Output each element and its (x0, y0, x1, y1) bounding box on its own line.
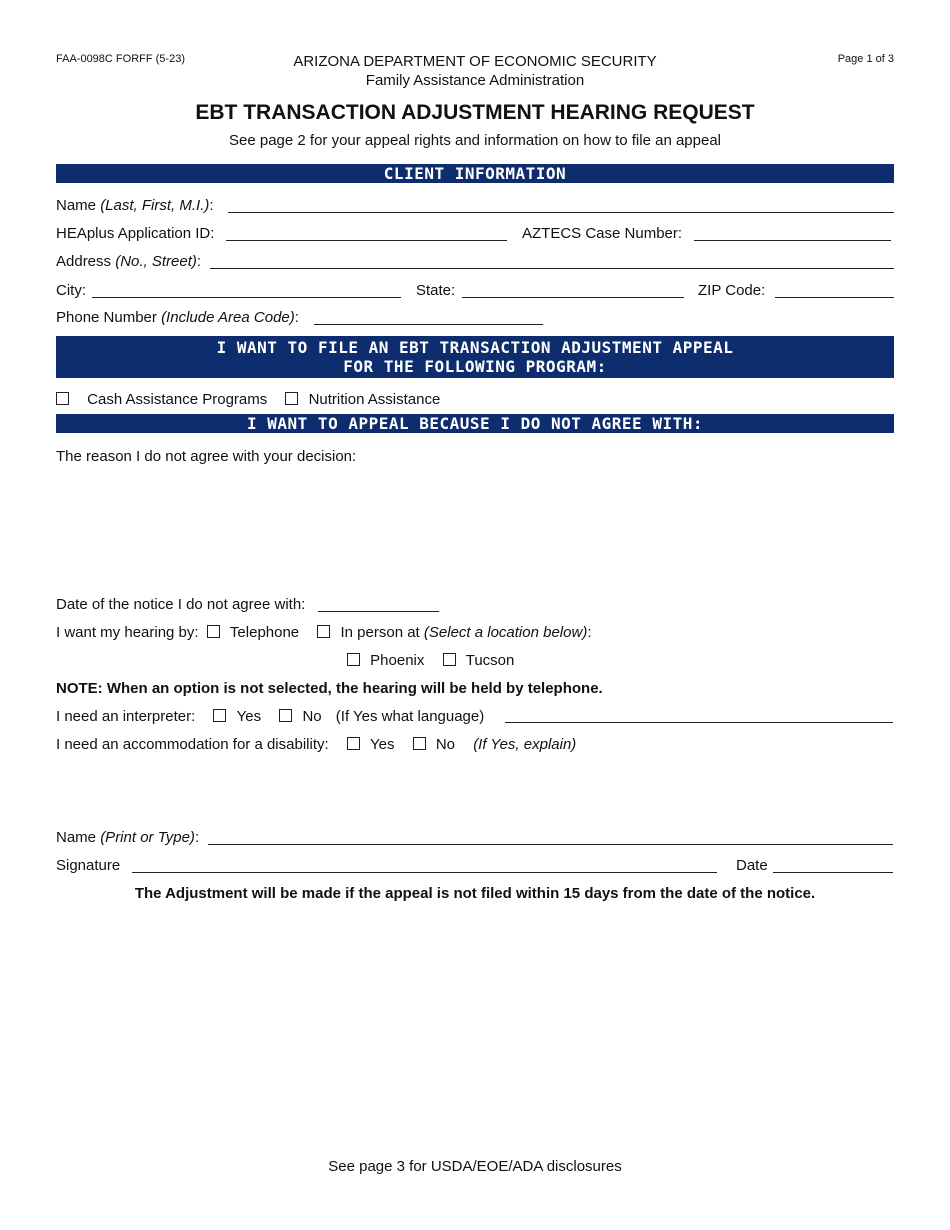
interpreter-label: I need an interpreter: (56, 708, 196, 725)
accommodation-label: I need an accommodation for a disability: (56, 736, 329, 753)
aztecs-case-label: AZTECS Case Number: (522, 225, 683, 242)
reason-field[interactable] (56, 472, 894, 582)
phone-label: Phone Number (Include Area Code): (56, 309, 299, 326)
client-name-label: Name (Last, First, M.I.): (56, 197, 214, 214)
state-label: State: (416, 282, 456, 299)
language-hint: (If Yes what language) (335, 708, 485, 725)
division-name: Family Assistance Administration (365, 72, 585, 89)
zip-field[interactable] (775, 297, 894, 298)
page-number: Page 1 of 3 (837, 53, 894, 65)
print-name-label: Name (Print or Type): (56, 829, 200, 846)
cash-assistance-checkbox[interactable] (56, 392, 69, 405)
address-field[interactable] (210, 268, 894, 269)
accommodation-yes-checkbox[interactable] (347, 737, 360, 750)
disclosures-footer: See page 3 for USDA/EOE/ADA disclosures (328, 1158, 622, 1175)
phoenix-checkbox[interactable] (347, 653, 360, 666)
print-name-field[interactable] (208, 844, 893, 845)
aztecs-case-field[interactable] (694, 240, 891, 241)
deadline-warning: The Adjustment will be made if the appeal is not filed within 15 days from the date of the notice. (134, 885, 816, 902)
explain-hint: (If Yes, explain) (473, 736, 577, 753)
interpreter-no-checkbox[interactable] (279, 709, 292, 722)
program-heading-line2: FOR THE FOLLOWING PROGRAM: (343, 357, 607, 376)
zip-label: ZIP Code: (698, 282, 766, 299)
interpreter-no-label: No (302, 708, 322, 725)
state-field[interactable] (462, 297, 684, 298)
tucson-label: Tucson (465, 652, 515, 669)
tucson-checkbox[interactable] (443, 653, 456, 666)
city-label: City: (56, 282, 86, 299)
cash-assistance-label: Cash Assistance Programs (87, 391, 268, 408)
form-code: FAA-0098C FORFF (5-23) (56, 53, 185, 65)
client-information-heading: CLIENT INFORMATION (56, 164, 894, 183)
date-field[interactable] (773, 872, 893, 873)
reason-label: The reason I do not agree with your decision: (56, 448, 357, 465)
telephone-label: Telephone (229, 624, 300, 641)
client-name-field[interactable] (228, 212, 894, 213)
language-field[interactable] (505, 722, 893, 723)
accommodation-no-checkbox[interactable] (413, 737, 426, 750)
notice-date-field[interactable] (318, 611, 439, 612)
signature-field[interactable] (132, 872, 717, 873)
city-field[interactable] (92, 297, 401, 298)
form-title: EBT TRANSACTION ADJUSTMENT HEARING REQUEST (195, 101, 755, 124)
date-label: Date (736, 857, 768, 874)
notice-date-label: Date of the notice I do not agree with: (56, 596, 306, 613)
accommodation-yes-label: Yes (370, 736, 395, 753)
telephone-checkbox[interactable] (207, 625, 220, 638)
agency-name: ARIZONA DEPARTMENT OF ECONOMIC SECURITY (293, 53, 657, 70)
appeal-heading: I WANT TO APPEAL BECAUSE I DO NOT AGREE WITH: (56, 414, 894, 433)
program-heading (56, 336, 894, 378)
accommodation-no-label: No (435, 736, 456, 753)
in-person-label: In person at (Select a location below): (340, 624, 592, 641)
nutrition-assistance-checkbox[interactable] (285, 392, 298, 405)
interpreter-yes-label: Yes (236, 708, 262, 725)
address-label: Address (No., Street): (56, 253, 202, 270)
hearing-label: I want my hearing by: (56, 624, 199, 641)
heaplus-id-field[interactable] (226, 240, 507, 241)
heaplus-id-label: HEAplus Application ID: (56, 225, 215, 242)
nutrition-assistance-label: Nutrition Assistance (308, 391, 441, 408)
accommodation-options (56, 735, 576, 755)
interpreter-yes-checkbox[interactable] (213, 709, 226, 722)
location-options (347, 651, 514, 671)
program-options (56, 390, 440, 410)
in-person-checkbox[interactable] (317, 625, 330, 638)
telephone-note: NOTE: When an option is not selected, the hearing will be held by telephone. (56, 680, 603, 697)
hearing-options (56, 623, 591, 643)
interpreter-options (56, 707, 484, 727)
form-subtitle: See page 2 for your appeal rights and information on how to file an appeal (229, 132, 721, 149)
program-heading-line1: I WANT TO FILE AN EBT TRANSACTION ADJUSTMENT APPEAL (216, 338, 734, 357)
accommodation-explain-field[interactable] (56, 760, 894, 820)
phone-field[interactable] (314, 324, 543, 325)
phoenix-label: Phoenix (370, 652, 425, 669)
signature-label: Signature (56, 857, 121, 874)
